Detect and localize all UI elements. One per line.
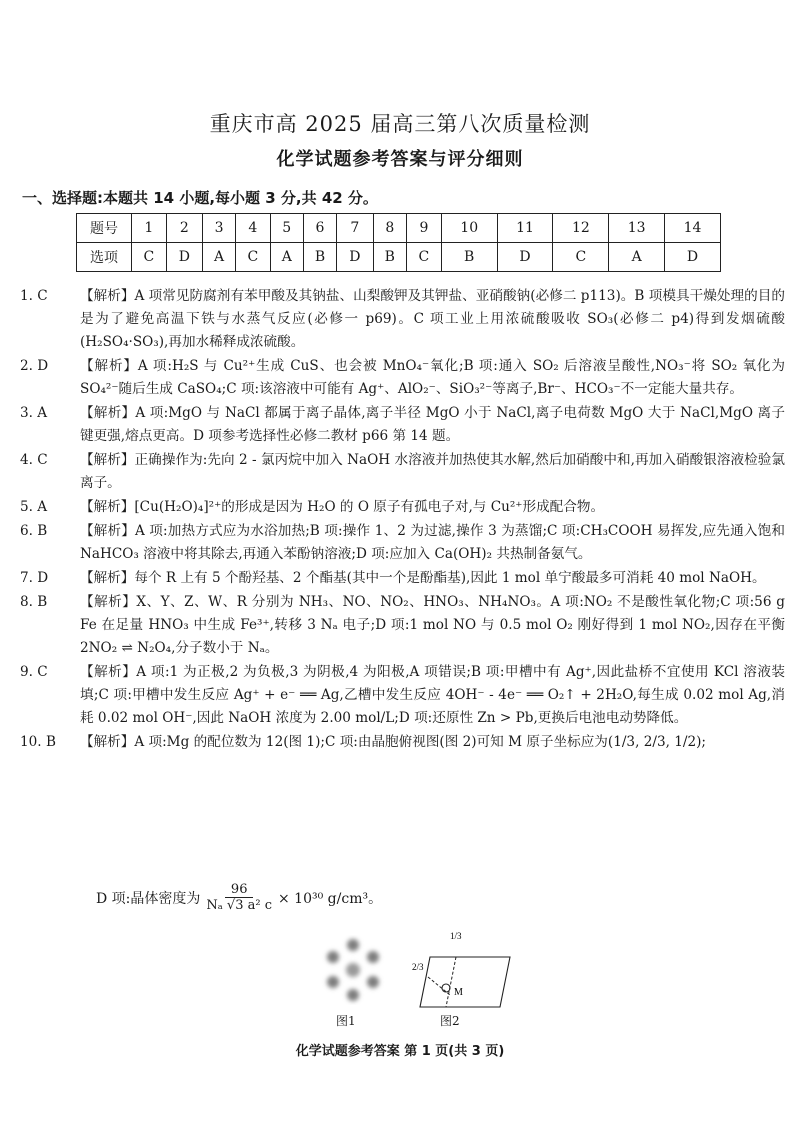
- fraction-denominator: Nₐ √3 a² c: [206, 898, 272, 913]
- explanation-item: [20, 355, 785, 401]
- item-text: 【解析】正确操作为:先向 2 - 氯丙烷中加入 NaOH 水溶液并加热使其水解,然后加硝酸中和,再加入硝酸银溶液检验氯离子。: [80, 452, 785, 491]
- figure-1-caption: 图1: [336, 1014, 356, 1028]
- figure-2-caption: 图2: [440, 1014, 460, 1028]
- question-number: 2: [166, 214, 202, 243]
- explanation-item: [20, 520, 785, 566]
- figure-2-unit-cell-top-view: [410, 925, 520, 1015]
- answer-table-number-row: [77, 214, 721, 243]
- answer-choice: C: [132, 243, 167, 272]
- item-number: 9. C: [20, 664, 48, 680]
- item-text: 【解析】X、Y、Z、W、R 分别为 NH₃、NO、NO₂、HNO₃、NH₄NO₃。A 项:NO₂ 不是酸性氧化物;C 项:56 g Fe 在足量 HNO₃ 中生成 Fe³⁺,转移 3 Nₐ 电子;D 项:1 mol NO 与 0.5 mol O₂ 刚好得到 1 mol NO₂,因存在平衡 2NO₂ ⇌ N₂O₄,分子数小于 Nₐ。: [80, 594, 785, 656]
- item-text: 【解析】A 项:加热方式应为水浴加热;B 项:操作 1、2 为过滤,操作 3 为蒸馏;C 项:CH₃COOH 易挥发,应先通入饱和 NaHCO₃ 溶液中将其除去,再通入苯酚钠溶液;D 项:应加入 Ca(OH)₂ 共热制备氨气。: [80, 523, 785, 562]
- item-text: 【解析】A 项:Mg 的配位数为 12(图 1);C 项:由晶胞俯视图(图 2)可知 M 原子坐标应为(1/3, 2/3, 1/2);: [80, 734, 707, 750]
- explanation-item: [20, 591, 785, 660]
- explanation-item: [20, 402, 785, 448]
- item-text: 【解析】[Cu(H₂O)₄]²⁺的形成是因为 H₂O 的 O 原子有孤电子对,与 Cu²⁺形成配合物。: [80, 499, 605, 515]
- question-number: 12: [553, 214, 609, 243]
- answer-choice: C: [236, 243, 271, 272]
- item-number: 7. D: [20, 570, 49, 586]
- question-number: 9: [407, 214, 442, 243]
- question-number: 13: [609, 214, 665, 243]
- question-number: 4: [236, 214, 271, 243]
- answer-choice: D: [337, 243, 373, 272]
- answer-choice: D: [497, 243, 553, 272]
- table-row-label: 题号: [77, 214, 132, 243]
- item-text: 【解析】A 项:MgO 与 NaCl 都属于离子晶体,离子半径 MgO 小于 NaCl,离子电荷数 MgO 大于 NaCl,MgO 离子键更强,熔点更高。D 项参考选择性必修二教材 p66 第 14 题。: [80, 405, 785, 444]
- item-number: 1. C: [20, 288, 48, 304]
- section-heading: 一、选择题:本题共 14 小题,每小题 3 分,共 42 分。: [22, 189, 378, 207]
- fraction: [206, 882, 272, 913]
- explanation-item: [20, 661, 785, 730]
- item-text: 【解析】A 项:1 为正极,2 为负极,3 为阴极,4 为阳极,A 项错误;B 项:甲槽中有 Ag⁺,因此盐桥不宜使用 KCl 溶液装填;C 项:甲槽中发生反应 Ag⁺ + e⁻ ══ Ag,乙槽中发生反应 4OH⁻ - 4e⁻ ══ O₂↑ + 2H₂O,每生成 0.02 mol Ag,消耗 0.02 mol OH⁻,因此 NaOH 浓度为 2.00 mol/L;D 项:还原性 Zn > Pb,更换后电池电动势降低。: [80, 664, 785, 726]
- answer-table: [76, 213, 721, 272]
- answer-choice: B: [303, 243, 337, 272]
- answer-choice: A: [270, 243, 303, 272]
- answer-choice: A: [609, 243, 665, 272]
- question-number: 7: [337, 214, 373, 243]
- page-title: 重庆市高 2025 届高三第八次质量检测: [209, 112, 591, 136]
- question-number: 1: [132, 214, 167, 243]
- item-text: 【解析】A 项常见防腐剂有苯甲酸及其钠盐、山梨酸钾及其钾盐、亚硝酸钠(必修二 p113)。B 项模具干燥处理的目的是为了避免高温下铁与水蒸气反应(必修一 p69)。C 项工业上用浓硫酸吸收 SO₃(必修二 p4)得到发烟硫酸(H₂SO₄·SO₃),再加水稀释成浓硫酸。: [80, 288, 785, 350]
- explanation-item: [20, 731, 785, 754]
- item-text: 【解析】每个 R 上有 5 个酚羟基、2 个酯基(其中一个是酚酯基),因此 1 mol 单宁酸最多可消耗 40 mol NaOH。: [80, 570, 766, 586]
- fraction-label-top: 1/3: [450, 931, 462, 941]
- density-formula: [96, 882, 382, 913]
- answer-table-answer-row: [77, 243, 721, 272]
- question-number: 14: [665, 214, 721, 243]
- explanation-item: [20, 567, 785, 590]
- answer-choice: C: [407, 243, 442, 272]
- explanation-item: [20, 285, 785, 354]
- answer-choice: C: [553, 243, 609, 272]
- page-subtitle: 化学试题参考答案与评分细则: [276, 149, 524, 170]
- fraction-numerator: 96: [225, 882, 254, 898]
- answer-choice: D: [166, 243, 202, 272]
- item-number: 2. D: [20, 358, 49, 374]
- question-number: 6: [303, 214, 337, 243]
- item-text: 【解析】A 项:H₂S 与 Cu²⁺生成 CuS、也会被 MnO₄⁻氧化;B 项:通入 SO₂ 后溶液呈酸性,NO₃⁻将 SO₂ 氧化为 SO₄²⁻随后生成 CaSO₄;C 项:该溶液中可能有 Ag⁺、AlO₂⁻、SiO₃²⁻等离子,Br⁻、HCO₃⁻不一定能大量共存。: [80, 358, 785, 397]
- explanation-list: [20, 285, 785, 755]
- point-m-label: M: [454, 987, 463, 998]
- item-number: 5. A: [20, 499, 48, 515]
- item-number: 8. B: [20, 594, 48, 610]
- question-number: 3: [203, 214, 236, 243]
- fraction-label-left: 2/3: [412, 962, 424, 972]
- explanation-item: [20, 449, 785, 495]
- question-number: 5: [270, 214, 303, 243]
- answer-choice: D: [665, 243, 721, 272]
- formula-prefix: D 项:晶体密度为: [96, 890, 201, 907]
- table-row-label: 选项: [77, 243, 132, 272]
- question-number: 11: [497, 214, 553, 243]
- explanation-item: [20, 496, 785, 519]
- item-number: 10. B: [20, 734, 56, 750]
- formula-suffix: × 10³⁰ g/cm³。: [278, 890, 383, 907]
- question-number: 10: [441, 214, 497, 243]
- answer-choice: A: [203, 243, 236, 272]
- answer-choice: B: [373, 243, 407, 272]
- item-number: 3. A: [20, 405, 48, 421]
- figure-1-blurred-image: [318, 935, 388, 1005]
- item-number: 4. C: [20, 452, 48, 468]
- page-footer: 化学试题参考答案 第 1 页(共 3 页): [295, 1044, 505, 1059]
- answer-choice: B: [441, 243, 497, 272]
- item-number: 6. B: [20, 523, 48, 539]
- question-number: 8: [373, 214, 407, 243]
